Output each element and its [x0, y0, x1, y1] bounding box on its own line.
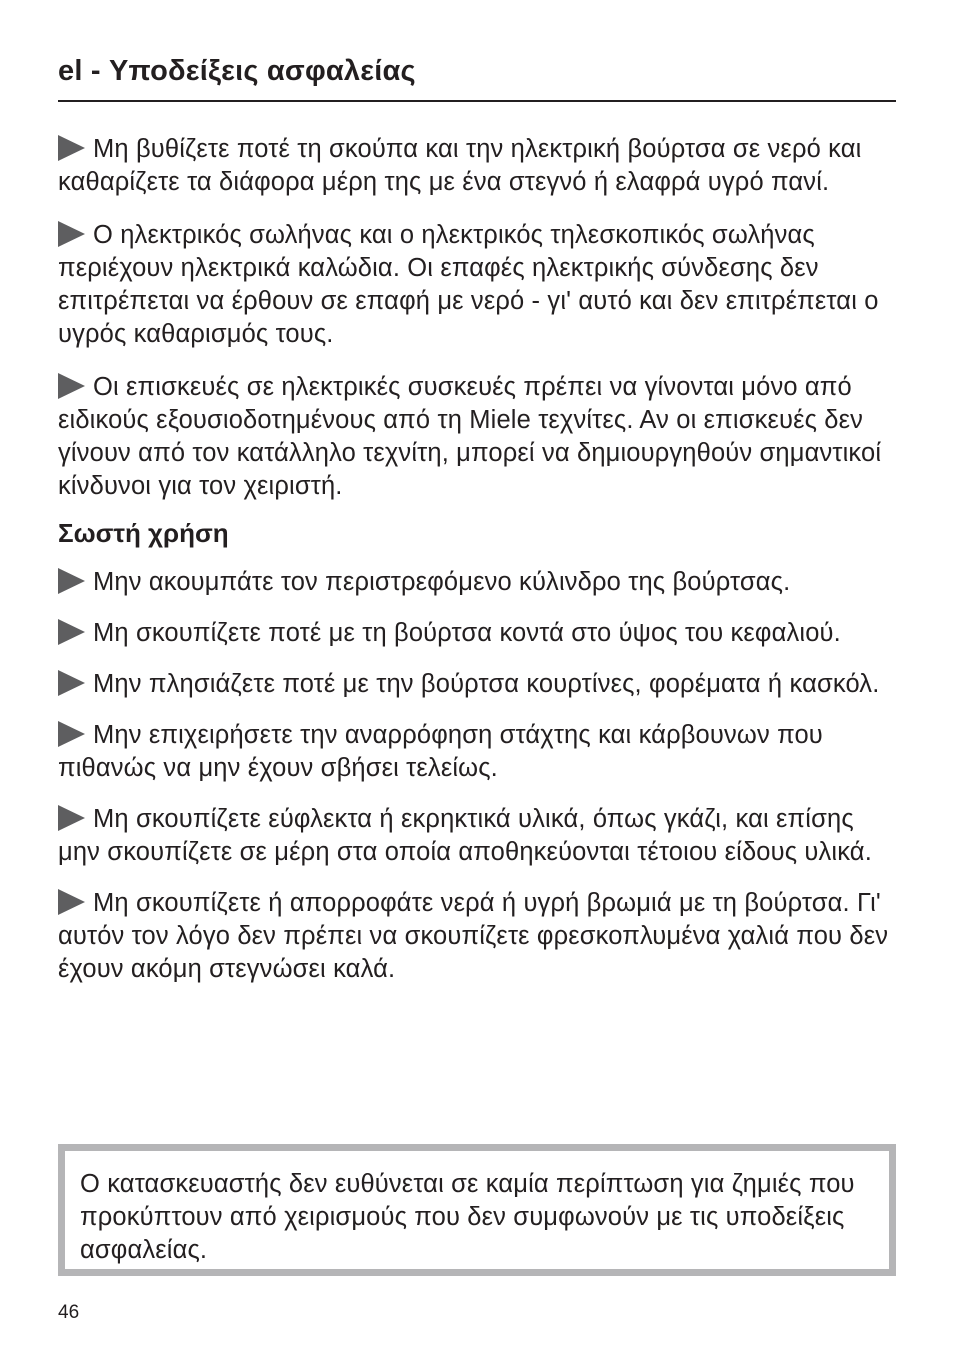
safety-paragraph [58, 133, 896, 199]
triangle-right-icon [58, 619, 85, 645]
triangle-right-icon [58, 135, 85, 161]
page-title: el - Υποδείξεις ασφαλείας [58, 55, 416, 87]
page-content [58, 133, 896, 1004]
paragraph-text: Μην επιχειρήσετε την αναρρόφηση στάχτης και κάρβουνων που πιθανώς να μην έχουν σβήσει τελείως. [58, 721, 823, 782]
liability-notice-box [58, 1144, 896, 1276]
paragraph-text: Μην ακουμπάτε τον περιστρεφόμενο κύλινδρο της βούρτσας. [93, 568, 791, 596]
paragraph-text: Μη σκουπίζετε ή απορροφάτε νερά ή υγρή βρωμιά με τη βούρτσα. Γι' αυτόν τον λόγο δεν πρέπει να σκουπίζετε φρεσκοπλυμένα χαλιά που δεν έχουν ακόμη στεγνώσει καλά. [58, 889, 889, 983]
triangle-right-icon [58, 721, 85, 747]
page-number: 46 [58, 1302, 80, 1323]
safety-paragraph [58, 371, 896, 503]
triangle-right-icon [58, 373, 85, 399]
paragraph-text: Ο ηλεκτρικός σωλήνας και ο ηλεκτρικός τηλεσκοπικός σωλήνας περιέχουν ηλεκτρικά καλώδια. Οι επαφές ηλεκτρικής σύνδεσης δεν επιτρέπεται να έρθουν σε επαφή με νερό - γι' αυτό και δεν επιτρέπεται ο υγρός καθαρισμός τους. [58, 221, 879, 348]
triangle-right-icon [58, 805, 85, 831]
paragraph-text: Μη σκουπίζετε εύφλεκτα ή εκρηκτικά υλικά, όπως γκάζι, και επίσης μην σκουπίζετε σε μέρη στα οποία αποθηκεύονται τέτοιου είδους υλικά. [58, 805, 872, 866]
triangle-right-icon [58, 568, 85, 594]
paragraph-text: Οι επισκευές σε ηλεκτρικές συσκευές πρέπει να γίνονται μόνο από ειδικούς εξουσιοδοτημένους από τη Miele τεχνίτες. Αν οι επισκευές δεν γίνουν από τον κατάλληλο τεχνίτη, μπορεί να δημιουργηθούν σημαντικοί κίνδυνοι για τον χειριστή. [58, 373, 882, 500]
triangle-right-icon [58, 221, 85, 247]
usage-paragraph [58, 566, 896, 599]
paragraph-text: Μην πλησιάζετε ποτέ με την βούρτσα κουρτίνες, φορέματα ή κασκόλ. [93, 670, 880, 698]
paragraph-text: Μη σκουπίζετε ποτέ με τη βούρτσα κοντά στο ύψος του κεφαλιού. [93, 619, 841, 647]
notice-text: Ο κατασκευαστής δεν ευθύνεται σε καμία περίπτωση για ζημιές που προκύπτουν από χειρισμούς που δεν συμφωνούν με τις υποδείξεις ασφαλείας. [80, 1170, 855, 1264]
triangle-right-icon [58, 889, 85, 915]
triangle-right-icon [58, 670, 85, 696]
paragraph-text: Μη βυθίζετε ποτέ τη σκούπα και την ηλεκτρική βούρτσα σε νερό και καθαρίζετε τα διάφορα μέρη της με ένα στεγνό ή ελαφρά υγρό πανί. [58, 135, 862, 196]
page-header [58, 52, 896, 102]
manual-page [58, 0, 896, 1352]
section-heading: Σωστή χρήση [58, 518, 229, 548]
usage-paragraph [58, 668, 896, 701]
usage-paragraph [58, 803, 896, 869]
usage-paragraph [58, 719, 896, 785]
usage-paragraph [58, 887, 896, 986]
safety-paragraph [58, 219, 896, 351]
usage-paragraph [58, 617, 896, 650]
